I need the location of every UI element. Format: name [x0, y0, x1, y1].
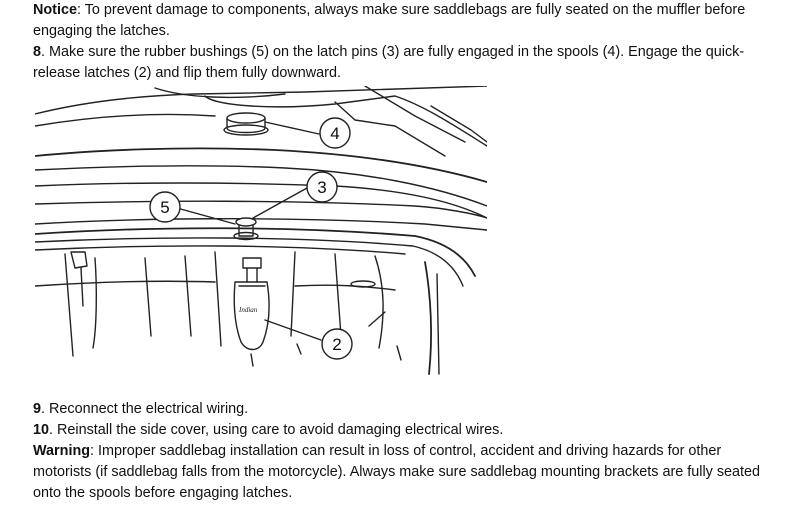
step-10-paragraph — [33, 420, 763, 441]
callout-5 — [150, 192, 180, 222]
callout-2 — [322, 329, 352, 359]
notice-text: : To prevent damage to components, always make sure saddlebags are fully seated on the muffler before engaging the latches. — [33, 2, 746, 39]
callout-3 — [307, 172, 337, 202]
step-10-text: . Reinstall the side cover, using care to avoid damaging electrical wires. — [49, 422, 504, 438]
latch-badge-text: Indian — [239, 306, 258, 314]
callout-4-label: 4 — [330, 124, 340, 143]
step-10-number: 10 — [33, 422, 50, 438]
notice-paragraph — [33, 0, 763, 42]
step-8-paragraph — [33, 42, 763, 84]
notice-label: Notice — [33, 2, 77, 18]
step-8-text: . Make sure the rubber bushings (5) on the latch pins (3) are fully engaged in the spools (4). Engage the quick-release latches (2) and flip them fully downward. — [33, 44, 745, 81]
warning-paragraph — [33, 441, 763, 504]
warning-label: Warning — [33, 443, 91, 459]
step-8-number: 8 — [33, 44, 42, 60]
callout-3-label: 3 — [317, 178, 327, 197]
callout-4 — [320, 118, 350, 148]
saddlebag-latch-illustration — [35, 86, 487, 376]
callout-5-label: 5 — [160, 198, 170, 217]
warning-text: : Improper saddlebag installation can result in loss of control, accident and driving hazards for other motorists (if saddlebag falls from the motorcycle). Always make sure saddlebag mounting brackets are fully seated onto the spools before engaging latches. — [33, 443, 761, 501]
callout-2-label: 2 — [332, 335, 342, 354]
illustration-svg — [35, 86, 487, 376]
step-9-number: 9 — [33, 401, 42, 417]
step-9-text: . Reconnect the electrical wiring. — [41, 401, 249, 417]
step-9-paragraph — [33, 399, 763, 420]
